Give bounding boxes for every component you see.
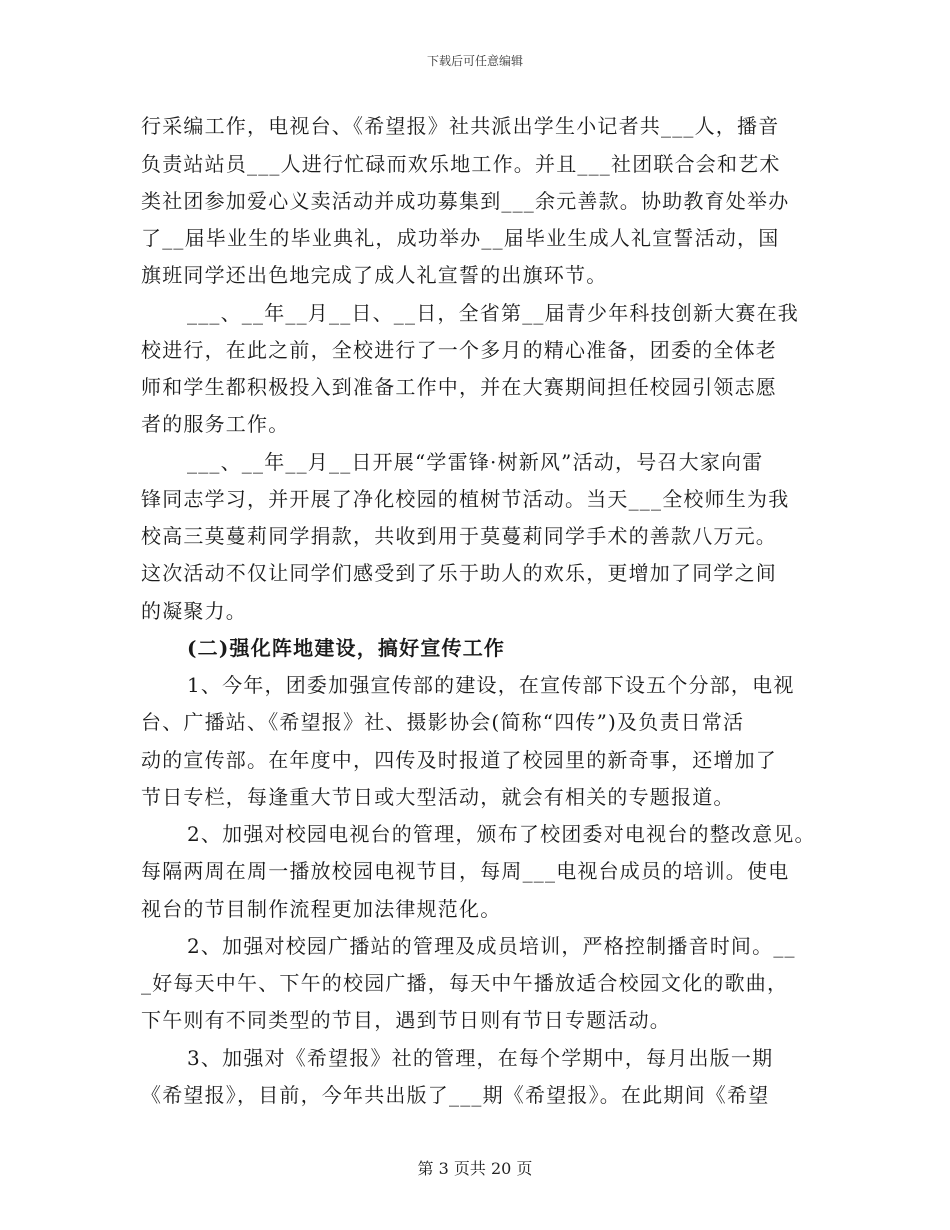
text-line: 下午则有不同类型的节目，遇到节日则有节日专题活动。 [141, 1008, 671, 1032]
text-line: 校进行，在此之前，全校进行了一个多月的精心准备，团委的全体老 [141, 338, 777, 362]
text-line: 的凝聚力。 [141, 599, 247, 623]
section-heading: (二)强化阵地建设，搞好宣传工作 [187, 636, 506, 660]
page-header: 下载后可任意编辑 [426, 54, 523, 68]
text-line: 负责站站员___人进行忙碌而欢乐地工作。并且___社团联合会和艺术 [141, 152, 781, 176]
text-line: 《希望报》，目前，今年共出版了___期《希望报》。在此期间《希望 [141, 1083, 770, 1107]
text-line: 3、加强对《希望报》社的管理，在每个学期中，每月出版一期 [187, 1046, 774, 1070]
text-line: 旗班同学还出色地完成了成人礼宣誓的出旗环节。 [141, 263, 608, 287]
text-line: 类社团参加爱心义卖活动并成功募集到___余元善款。协助教育处举办 [141, 189, 790, 213]
text-line: ___、__年__月__日、__日，全省第__届青少年科技创新大赛在我 [187, 301, 799, 325]
text-line: 校高三莫蔓莉同学捐款，共收到用于莫蔓莉同学手术的善款八万元。 [141, 524, 777, 548]
text-line: 动的宣传部。在年度中，四传及时报道了校园里的新奇事，还增加了 [141, 748, 777, 772]
text-line: 1、今年，团委加强宣传部的建设，在宣传部下设五个分部，电视 [187, 673, 795, 697]
text-line: 锋同志学习，并开展了净化校园的植树节活动。当天___全校师生为我 [141, 487, 790, 511]
text-line: 视台的节目制作流程更加法律规范化。 [141, 897, 502, 921]
text-line: ___、__年__月__日开展“学雷锋·树新风”活动，号召大家向雷 [187, 450, 764, 474]
text-line: _好每天中午、下午的校园广播，每天中午播放适合校园文化的歌曲， [141, 971, 789, 995]
text-line: 节日专栏，每逢重大节日或大型活动，就会有相关的专题报道。 [141, 785, 735, 809]
page-footer: 第 3 页共 20 页 [417, 1159, 533, 1178]
text-line: 台、广播站、《希望报》社、摄影协会(简称“四传”)及负责日常活 [141, 710, 745, 734]
text-line: 师和学生都积极投入到准备工作中，并在大赛期间担任校园引领志愿 [141, 375, 777, 399]
text-line: 这次活动不仅让同学们感受到了乐于助人的欢乐，更增加了同学之间 [141, 561, 777, 585]
text-line: 行采编工作，电视台、《希望报》社共派出学生小记者共___人，播音 [141, 114, 780, 138]
text-line: 者的服务工作。 [141, 412, 290, 436]
text-line: 2、加强对校园广播站的管理及成员培训，严格控制播音时间。__ [187, 934, 796, 958]
text-line: 2、加强对校园电视台的管理，颁布了校团委对电视台的整改意见。 [187, 822, 816, 846]
text-line: 每隔两周在周一播放校园电视节目，每周___电视台成员的培训。使电 [141, 859, 790, 883]
text-line: 了__届毕业生的毕业典礼，成功举办__届毕业生成人礼宣誓活动，国 [141, 226, 780, 250]
